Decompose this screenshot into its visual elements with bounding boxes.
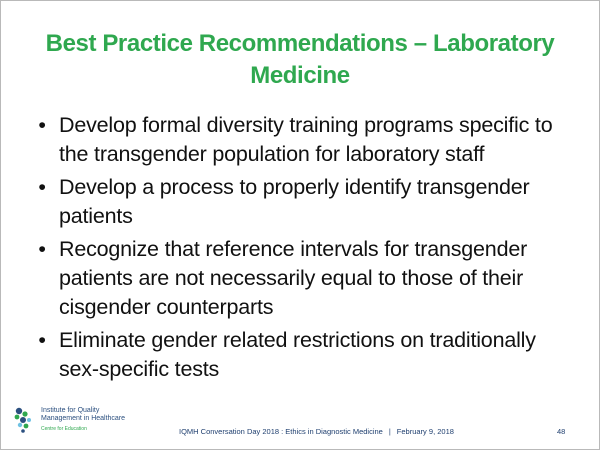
bullet-line: patients are not necessarily equal to those of their bbox=[59, 266, 524, 290]
bullet-item-3 bbox=[35, 235, 555, 322]
slide-title-line-2: Medicine bbox=[250, 62, 350, 89]
bullet-line: Develop a process to properly identify transgender bbox=[59, 175, 530, 199]
logo-line-3: Centre for Education bbox=[41, 426, 87, 432]
bullet-dot: • bbox=[38, 237, 46, 261]
bullet-line: Recognize that reference intervals for transgender bbox=[59, 237, 528, 261]
bullet-line: patients bbox=[59, 204, 133, 228]
bullet-list bbox=[35, 111, 555, 388]
logo-line-2: Management in Healthcare bbox=[41, 415, 126, 422]
bullet-item-1 bbox=[35, 111, 555, 169]
bullet-dot: • bbox=[38, 113, 46, 137]
footer-conference: IQMH Conversation Day 2018 : Ethics in Diagnostic Medicine bbox=[179, 427, 383, 436]
bullet-line: Eliminate gender related restrictions on traditionally bbox=[59, 328, 536, 352]
bullet-line: Develop formal diversity training programs specific to bbox=[59, 113, 553, 137]
bullet-line: cisgender counterparts bbox=[59, 295, 274, 319]
logo-text bbox=[41, 407, 125, 433]
footer-conference-info bbox=[179, 427, 454, 436]
slide-footer bbox=[1, 403, 599, 447]
slide-title bbox=[21, 28, 579, 92]
bullet-line: sex-specific tests bbox=[59, 357, 220, 381]
logo-line-1: Institute for Quality bbox=[41, 407, 100, 414]
bullet-item-4 bbox=[35, 326, 555, 384]
bullet-item-2 bbox=[35, 173, 555, 231]
iqmh-logo bbox=[11, 403, 126, 445]
page-number: 48 bbox=[557, 427, 566, 436]
bullet-dot: • bbox=[38, 175, 46, 199]
iqmh-dots-logo-icon bbox=[11, 405, 39, 435]
bullet-dot: • bbox=[38, 328, 46, 352]
bullet-line: the transgender population for laboratory staff bbox=[59, 142, 485, 166]
footer-separator: | bbox=[388, 427, 391, 436]
footer-date: February 9, 2018 bbox=[396, 427, 454, 436]
slide-title-line-1: Best Practice Recommendations – Laboratory bbox=[45, 30, 555, 57]
